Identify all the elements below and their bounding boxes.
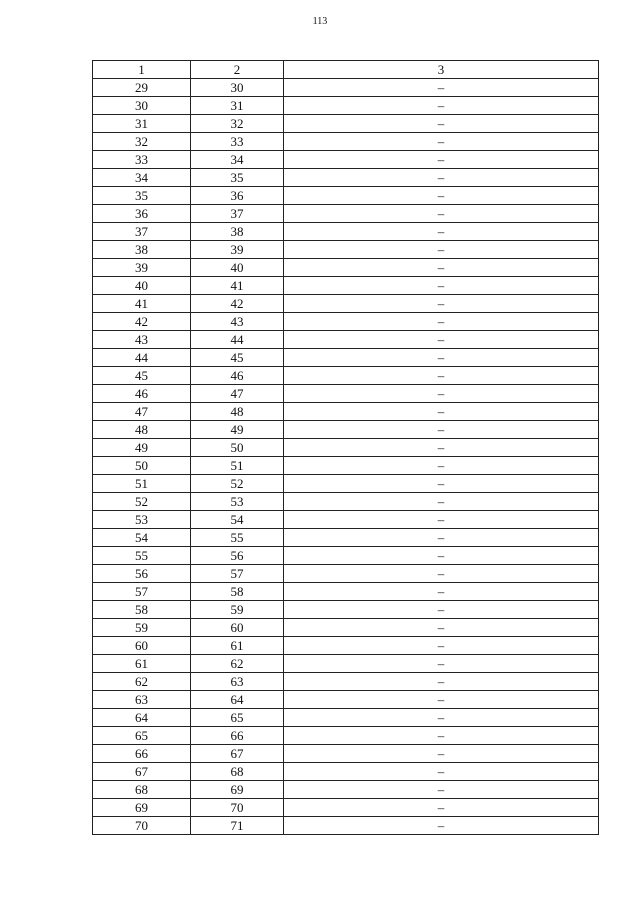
- table-cell-col-1: 50: [93, 457, 191, 475]
- column-header-2: 2: [191, 61, 284, 79]
- table-cell-col-2: 33: [191, 133, 284, 151]
- table-cell-col-3: –: [284, 475, 599, 493]
- table-row: [93, 673, 599, 691]
- table-cell-col-1: 52: [93, 493, 191, 511]
- table-cell-col-2: 58: [191, 583, 284, 601]
- table-row: [93, 619, 599, 637]
- table-cell-col-1: 47: [93, 403, 191, 421]
- table-cell-col-1: 45: [93, 367, 191, 385]
- table-row: [93, 439, 599, 457]
- table-cell-col-2: 54: [191, 511, 284, 529]
- table-cell-col-3: –: [284, 223, 599, 241]
- table-cell-col-2: 50: [191, 439, 284, 457]
- table-row: [93, 727, 599, 745]
- table-cell-col-3: –: [284, 187, 599, 205]
- table-cell-col-1: 48: [93, 421, 191, 439]
- table-cell-col-3: –: [284, 763, 599, 781]
- table-row: [93, 187, 599, 205]
- table-cell-col-1: 70: [93, 817, 191, 835]
- table-cell-col-2: 62: [191, 655, 284, 673]
- table-cell-col-3: –: [284, 97, 599, 115]
- table-cell-col-3: –: [284, 439, 599, 457]
- table-cell-col-1: 42: [93, 313, 191, 331]
- table-row: [93, 313, 599, 331]
- table-cell-col-1: 59: [93, 619, 191, 637]
- table-cell-col-1: 31: [93, 115, 191, 133]
- table-row: [93, 295, 599, 313]
- table-cell-col-1: 69: [93, 799, 191, 817]
- table-cell-col-2: 66: [191, 727, 284, 745]
- table-cell-col-1: 33: [93, 151, 191, 169]
- table-row: [93, 403, 599, 421]
- table-cell-col-3: –: [284, 367, 599, 385]
- table-row: [93, 691, 599, 709]
- table-cell-col-3: –: [284, 691, 599, 709]
- table-cell-col-1: 40: [93, 277, 191, 295]
- table-cell-col-3: –: [284, 385, 599, 403]
- table-cell-col-3: –: [284, 151, 599, 169]
- table-row: [93, 547, 599, 565]
- table-cell-col-2: 64: [191, 691, 284, 709]
- table-row: [93, 421, 599, 439]
- table-cell-col-1: 55: [93, 547, 191, 565]
- table-cell-col-1: 54: [93, 529, 191, 547]
- table-cell-col-3: –: [284, 115, 599, 133]
- table-cell-col-2: 65: [191, 709, 284, 727]
- table-cell-col-3: –: [284, 331, 599, 349]
- table-cell-col-1: 53: [93, 511, 191, 529]
- table-cell-col-1: 57: [93, 583, 191, 601]
- table-body: [93, 79, 599, 835]
- table-cell-col-2: 34: [191, 151, 284, 169]
- table-cell-col-3: –: [284, 133, 599, 151]
- table-cell-col-3: –: [284, 403, 599, 421]
- table-cell-col-3: –: [284, 565, 599, 583]
- table-row: [93, 457, 599, 475]
- table-row: [93, 205, 599, 223]
- table-cell-col-2: 40: [191, 259, 284, 277]
- table-cell-col-1: 64: [93, 709, 191, 727]
- table-cell-col-2: 69: [191, 781, 284, 799]
- table-row: [93, 151, 599, 169]
- table-cell-col-3: –: [284, 241, 599, 259]
- table-cell-col-2: 61: [191, 637, 284, 655]
- table-cell-col-3: –: [284, 169, 599, 187]
- table-header-row: [93, 61, 599, 79]
- table-cell-col-2: 37: [191, 205, 284, 223]
- table-cell-col-3: –: [284, 601, 599, 619]
- table-cell-col-1: 32: [93, 133, 191, 151]
- table-row: [93, 115, 599, 133]
- table-cell-col-1: 62: [93, 673, 191, 691]
- table-cell-col-1: 66: [93, 745, 191, 763]
- table-cell-col-1: 38: [93, 241, 191, 259]
- table-cell-col-2: 67: [191, 745, 284, 763]
- table-cell-col-2: 70: [191, 799, 284, 817]
- table-cell-col-1: 34: [93, 169, 191, 187]
- table-cell-col-2: 71: [191, 817, 284, 835]
- table-cell-col-2: 44: [191, 331, 284, 349]
- table-cell-col-2: 59: [191, 601, 284, 619]
- table-cell-col-1: 56: [93, 565, 191, 583]
- table-row: [93, 277, 599, 295]
- table-cell-col-3: –: [284, 637, 599, 655]
- table-cell-col-1: 30: [93, 97, 191, 115]
- table-cell-col-1: 43: [93, 331, 191, 349]
- table-cell-col-2: 36: [191, 187, 284, 205]
- table-cell-col-3: –: [284, 313, 599, 331]
- table-cell-col-1: 51: [93, 475, 191, 493]
- table-cell-col-3: –: [284, 421, 599, 439]
- table-cell-col-3: –: [284, 727, 599, 745]
- table-cell-col-3: –: [284, 781, 599, 799]
- table-cell-col-1: 41: [93, 295, 191, 313]
- table-cell-col-1: 60: [93, 637, 191, 655]
- table-cell-col-3: –: [284, 673, 599, 691]
- table-row: [93, 349, 599, 367]
- table-cell-col-3: –: [284, 511, 599, 529]
- table-row: [93, 169, 599, 187]
- table-cell-col-2: 51: [191, 457, 284, 475]
- table-cell-col-3: –: [284, 583, 599, 601]
- table-cell-col-3: –: [284, 799, 599, 817]
- table-row: [93, 133, 599, 151]
- column-header-1: 1: [93, 61, 191, 79]
- table-cell-col-3: –: [284, 457, 599, 475]
- table-cell-col-2: 35: [191, 169, 284, 187]
- table-cell-col-1: 67: [93, 763, 191, 781]
- table-cell-col-1: 39: [93, 259, 191, 277]
- table-cell-col-2: 38: [191, 223, 284, 241]
- table-cell-col-3: –: [284, 709, 599, 727]
- table-cell-col-3: –: [284, 655, 599, 673]
- table-cell-col-2: 30: [191, 79, 284, 97]
- table-row: [93, 493, 599, 511]
- table-cell-col-1: 65: [93, 727, 191, 745]
- table-row: [93, 223, 599, 241]
- table-row: [93, 817, 599, 835]
- table-cell-col-2: 31: [191, 97, 284, 115]
- table-row: [93, 709, 599, 727]
- table-cell-col-2: 47: [191, 385, 284, 403]
- table-cell-col-2: 32: [191, 115, 284, 133]
- table-cell-col-1: 61: [93, 655, 191, 673]
- table-cell-col-2: 52: [191, 475, 284, 493]
- table-row: [93, 97, 599, 115]
- table-cell-col-2: 46: [191, 367, 284, 385]
- table-cell-col-2: 63: [191, 673, 284, 691]
- table-row: [93, 655, 599, 673]
- table-cell-col-3: –: [284, 79, 599, 97]
- table-row: [93, 637, 599, 655]
- table-cell-col-3: –: [284, 547, 599, 565]
- table-cell-col-1: 37: [93, 223, 191, 241]
- table-row: [93, 529, 599, 547]
- table-cell-col-2: 41: [191, 277, 284, 295]
- column-header-3: 3: [284, 61, 599, 79]
- table-cell-col-1: 44: [93, 349, 191, 367]
- table-header: [93, 61, 599, 79]
- table-cell-col-1: 63: [93, 691, 191, 709]
- table-cell-col-1: 68: [93, 781, 191, 799]
- table-row: [93, 511, 599, 529]
- table-cell-col-1: 49: [93, 439, 191, 457]
- table-cell-col-1: 46: [93, 385, 191, 403]
- table-cell-col-1: 36: [93, 205, 191, 223]
- table-cell-col-1: 58: [93, 601, 191, 619]
- table-cell-col-2: 55: [191, 529, 284, 547]
- table-row: [93, 241, 599, 259]
- table-cell-col-3: –: [284, 619, 599, 637]
- table-cell-col-3: –: [284, 493, 599, 511]
- table-row: [93, 799, 599, 817]
- table-row: [93, 565, 599, 583]
- table-cell-col-2: 45: [191, 349, 284, 367]
- table-cell-col-2: 57: [191, 565, 284, 583]
- table-cell-col-3: –: [284, 349, 599, 367]
- table-row: [93, 259, 599, 277]
- table-cell-col-2: 49: [191, 421, 284, 439]
- table-cell-col-2: 53: [191, 493, 284, 511]
- table-cell-col-3: –: [284, 205, 599, 223]
- table-cell-col-3: –: [284, 277, 599, 295]
- table-cell-col-2: 48: [191, 403, 284, 421]
- table-cell-col-2: 56: [191, 547, 284, 565]
- table-cell-col-3: –: [284, 295, 599, 313]
- table-row: [93, 601, 599, 619]
- table-cell-col-3: –: [284, 817, 599, 835]
- table-row: [93, 781, 599, 799]
- table-cell-col-2: 60: [191, 619, 284, 637]
- table-cell-col-3: –: [284, 259, 599, 277]
- table-row: [93, 763, 599, 781]
- table-row: [93, 583, 599, 601]
- table-cell-col-2: 39: [191, 241, 284, 259]
- table-cell-col-3: –: [284, 745, 599, 763]
- table-cell-col-2: 43: [191, 313, 284, 331]
- page-number: 113: [312, 16, 328, 27]
- table-cell-col-1: 29: [93, 79, 191, 97]
- table-row: [93, 79, 599, 97]
- table-row: [93, 475, 599, 493]
- table-cell-col-1: 35: [93, 187, 191, 205]
- table-row: [93, 331, 599, 349]
- table-row: [93, 367, 599, 385]
- data-table: [92, 60, 599, 835]
- table-cell-col-2: 42: [191, 295, 284, 313]
- table-row: [93, 745, 599, 763]
- table-cell-col-2: 68: [191, 763, 284, 781]
- table-cell-col-3: –: [284, 529, 599, 547]
- table-row: [93, 385, 599, 403]
